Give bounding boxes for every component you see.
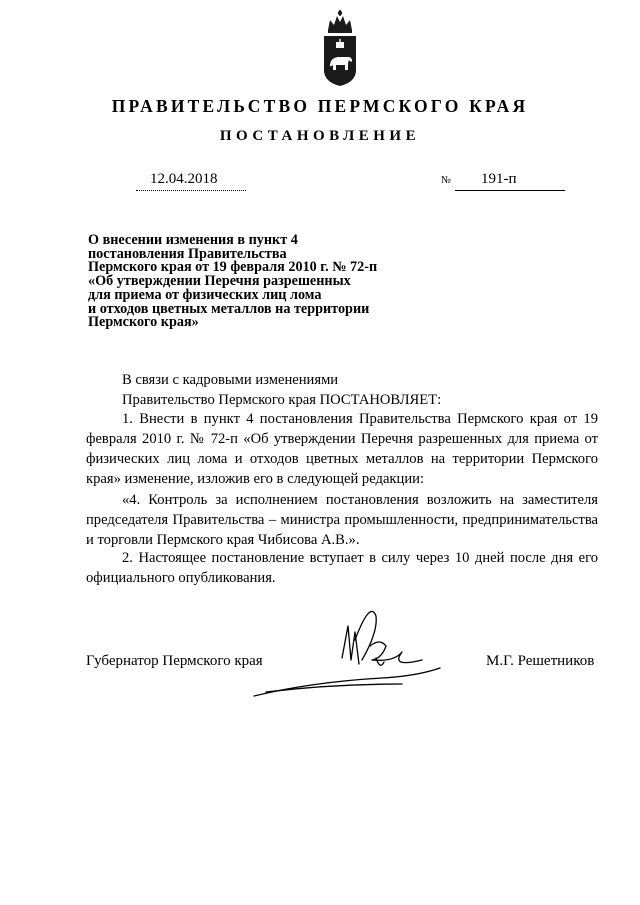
number-underline [455,190,565,191]
signatory-name: М.Г. Решетников [486,653,595,669]
subject-line: постановления Правительства [88,245,287,262]
paragraph-text: «4. Контроль за исполнением постановления возложить на заместителя председателя Правительства – министра промышленности, предпринимательства и торговли Пермского края Чибисова А.В.». [86,492,598,548]
paragraph-1 [86,410,598,490]
subject-line: для приема от физических лиц лома [88,286,322,303]
document-number: 191-п [481,171,517,187]
intro-block [86,371,598,411]
document-type: ПОСТАНОВЛЕНИЕ [219,128,421,144]
subject-line: «Об утверждении Перечня разрешенных [88,273,351,290]
intro-line: В связи с кадровыми изменениями [122,372,339,388]
intro-line: Правительство Пермского края ПОСТАНОВЛЯЕТ: [122,391,442,408]
document-date: 12.04.2018 [150,171,218,187]
subject-line: Пермского края» [88,314,199,331]
handwritten-signature [252,598,442,700]
organization-title: ПРАВИТЕЛЬСТВО ПЕРМСКОГО КРАЯ [111,96,529,116]
number-sign: № [441,175,452,186]
paragraph-text: 1. Внести в пункт 4 постановления Правительства Пермского края от 19 февраля 2010 г. № 72-п «Об утверждении Перечня разрешенных для приема от физических лиц лома и отходов цветных металлов на территории Пермского края» изменение, изложив его в следующей редакции: [86,411,598,487]
quoted-clause [86,491,598,551]
document-subject [88,234,418,330]
subject-line: О внесении изменения в пункт 4 [88,232,298,248]
paragraph-text: 2. Настоящее постановление вступает в силу через 10 дней после дня его официального опубликования. [86,550,598,586]
date-underline [136,190,246,191]
coat-of-arms-emblem [318,8,362,88]
subject-line: и отходов цветных металлов на территории [88,300,370,317]
signatory-title: Губернатор Пермского края [86,653,263,669]
paragraph-2 [86,549,598,589]
subject-line: Пермского края от 19 февраля 2010 г. № 72-п [88,259,378,276]
